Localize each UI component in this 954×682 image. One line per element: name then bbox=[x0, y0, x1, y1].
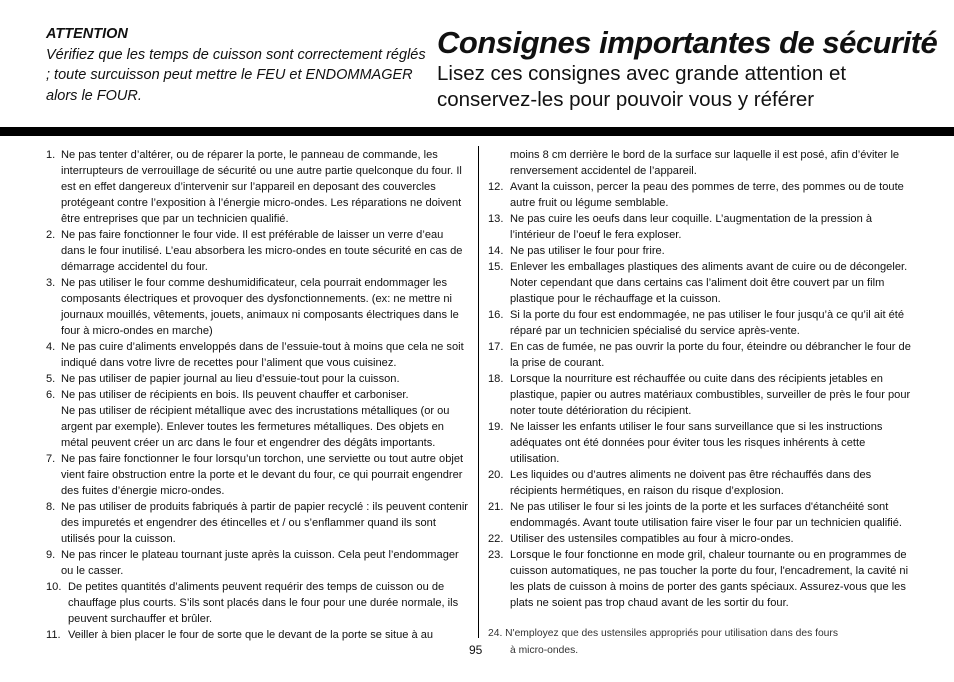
list-item-24 bbox=[488, 627, 918, 658]
list-item: 4. Ne pas cuire d’aliments enveloppés dans de l’essuie-tout à moins que cela ne soit indiqué dans votre livre de recettes pour l’aliment que vous cuisinez. bbox=[46, 341, 464, 369]
list-item: 22. Utiliser des ustensiles compatibles au four à micro-ondes. bbox=[488, 533, 794, 545]
page-title: Consignes importantes de sécurité bbox=[437, 25, 938, 60]
column-divider bbox=[478, 146, 479, 638]
list-item: 2. Ne pas faire fonctionner le four vide. Il est préférable de laisser un verre d’eau dans le four inutilisé. L’eau absorbera les micro-ondes en toute sécurité en cas de démarrage accidentel du four. bbox=[46, 229, 463, 273]
list-item-extra: Ne pas utiliser de récipient métallique avec des incrustations métalliques (or ou argent par exemple). Enlever toutes les fermetures métalliques. Des objets en métal peuvent créer un arc dans le four et engendrer des dégâts importants. bbox=[61, 405, 450, 449]
list-item: 6. Ne pas utiliser de récipients en bois. Ils peuvent chauffer et carboniser. bbox=[46, 389, 409, 401]
attention-notice bbox=[46, 24, 426, 106]
header-divider bbox=[0, 127, 954, 136]
list-item: 9. Ne pas rincer le plateau tournant juste après la cuisson. Cela peut l’endommager ou le casser. bbox=[46, 549, 459, 577]
list-item: 21. Ne pas utiliser le four si les joints de la porte et les surfaces d'étanchéité sont endommagés. Avant toute utilisation faire viser le four par un technicien qualifié. bbox=[488, 501, 903, 529]
item-24-line1: 24. N'employez que des ustensiles appropriés pour utilisation dans des fours bbox=[488, 628, 838, 639]
list-item: 12. Avant la cuisson, percer la peau des pommes de terre, des pommes ou de toute autre fruit ou légume semblable. bbox=[488, 181, 904, 209]
list-item: 15. Enlever les emballages plastiques des aliments avant de cuire ou de décongeler. Noter cependant que dans certains cas l’aliment doit être couvert par un film plastique pour le réchauffage et la cuisson. bbox=[488, 261, 908, 305]
list-item: 7. Ne pas faire fonctionner le four lorsqu’un torchon, une serviette ou tout autre objet vient faire obstruction entre la porte et le devant du four, ce qui pourrait engendrer des fuites d’énergie micro-ondes. bbox=[46, 453, 464, 497]
list-item: 10. De petites quantités d’aliments peuvent requérir des temps de cuisson ou de chauffage plus courts. S’ils sont placés dans le four pour une durée normale, ils peuvent surchauffer et brûler. bbox=[46, 581, 459, 625]
list-item: 20. Les liquides ou d’autres aliments ne doivent pas être réchauffés dans des récipients hermétiques, en raison du risque d’explosion. bbox=[488, 469, 872, 497]
list-item: 1. Ne pas tenter d’altérer, ou de réparer la porte, le panneau de commande, les interrupteurs de verrouillage de sécurité ou une autre partie quelconque du four. Il est en effet dangereux d’intervenir sur l’appareil en deposant des couvercles protégeant contre l’exposition à l’énergie micro-ondes. Les réparations ne doivent être entreprises que par un technicien qualifié. bbox=[46, 149, 462, 225]
right-column bbox=[488, 147, 912, 611]
list-item: 8. Ne pas utiliser de produits fabriqués à partir de papier recyclé : ils peuvent contenir des impuretés et engendrer des étincelles et / ou s’enflammer quand ils sont utilisés pour la cuisson. bbox=[46, 501, 468, 545]
list-item: 14. Ne pas utiliser le four pour frire. bbox=[488, 245, 665, 257]
list-item: 3. Ne pas utiliser le four comme deshumidificateur, cela pourrait endommager les composants électriques et provoquer des dysfonctionnements. (ex: ne mettre ni journaux mouillés, vêtements, jouets, animaux ni composants électriques dans le four à micro-ondes en marche) bbox=[46, 277, 459, 337]
list-item: 19. Ne laisser les enfants utiliser le four sans surveillance que si les instructions adéquates ont été données pour éviter tous les risques inhérents à cette utilisation. bbox=[488, 421, 883, 465]
attention-text: Vérifiez que les temps de cuisson sont correctement réglés ; toute surcuisson peut mettre le FEU et ENDOMMAGER alors le FOUR. bbox=[46, 46, 426, 104]
list-item: 11. Veiller à bien placer le four de sorte que le devant de la porte se situe à au bbox=[46, 629, 434, 641]
attention-title: ATTENTION bbox=[46, 26, 128, 42]
list-item: 5. Ne pas utiliser de papier journal au lieu d’essuie-tout pour la cuisson. bbox=[46, 373, 400, 385]
list-item: 13. Ne pas cuire les oeufs dans leur coquille. L’augmentation de la pression à l’intérieur de l’oeuf le fera exploser. bbox=[488, 213, 873, 241]
page-subtitle: Lisez ces consignes avec grande attention et conservez-les pour pouvoir vous y référer bbox=[437, 62, 847, 111]
item-24-line2: à micro-ondes. bbox=[510, 645, 579, 656]
left-column bbox=[46, 147, 468, 643]
list-item-continuation: moins 8 cm derrière le bord de la surface sur laquelle il est posé, afin d’éviter le renversement accidentel de l’appareil. bbox=[510, 149, 900, 177]
list-item: 16. Si la porte du four est endommagée, ne pas utiliser le four jusqu’à ce qu’il ait été réparé par un technicien spécialisé du service après-vente. bbox=[488, 309, 905, 337]
list-item: 17. En cas de fumée, ne pas ouvrir la porte du four, éteindre ou débrancher le four de la prise de courant. bbox=[488, 341, 911, 369]
page-number: 95 bbox=[469, 643, 483, 657]
list-item: 23. Lorsque le four fonctionne en mode gril, chaleur tournante ou en programmes de cuisson automatiques, ne pas toucher la porte du four, l'encadrement, la cavité ni les plats de cuisson à moins de porter des gants spéciaux. Assurez-vous que les plats ne soient pas trop chaud avant de les sortir du four. bbox=[488, 549, 909, 609]
list-item: 18. Lorsque la nourriture est réchauffée ou cuite dans des récipients jetables en plastique, papier ou autres matériaux combustibles, surveiller de près le four pour noter toute détérioration du récipient. bbox=[488, 373, 911, 417]
